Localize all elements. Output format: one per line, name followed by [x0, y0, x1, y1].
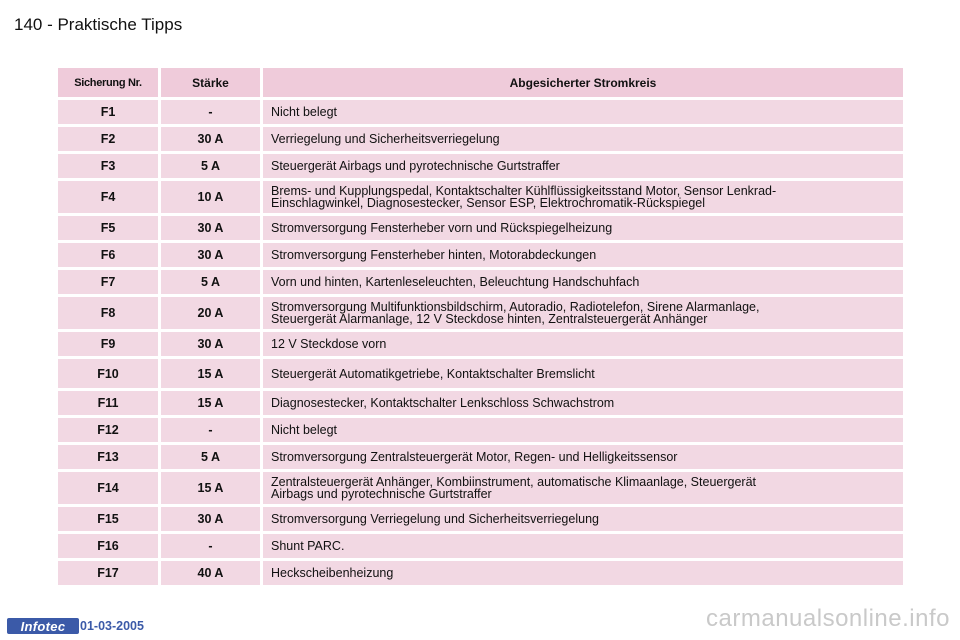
- amperage-cell: 20 A: [161, 297, 260, 329]
- circuit-cell: Diagnosestecker, Kontaktschalter Lenkschloss Schwachstrom: [263, 391, 903, 415]
- circuit-cell: Zentralsteuergerät Anhänger, Kombiinstrument, automatische Klimaanlage, Steuergerät Airbags und pyrotechnische Gurtstraffer: [263, 472, 903, 504]
- amperage-cell: 15 A: [161, 359, 260, 388]
- fuse-number-cell: F4: [58, 181, 158, 213]
- watermark: carmanualsonline.info: [706, 605, 950, 632]
- circuit-cell: Stromversorgung Zentralsteuergerät Motor, Regen- und Helligkeitssensor: [263, 445, 903, 469]
- table-row: [58, 100, 903, 124]
- fuse-number-cell: F7: [58, 270, 158, 294]
- amperage-cell: 30 A: [161, 332, 260, 356]
- amperage-cell: 30 A: [161, 507, 260, 531]
- amperage-cell: 15 A: [161, 472, 260, 504]
- fuse-number-cell: F2: [58, 127, 158, 151]
- amperage-cell: 5 A: [161, 270, 260, 294]
- circuit-cell: Vorn und hinten, Kartenleseleuchten, Beleuchtung Handschuhfach: [263, 270, 903, 294]
- fuse-number-cell: F9: [58, 332, 158, 356]
- table-body: [58, 100, 903, 585]
- page-title: 140 - Praktische Tipps: [14, 15, 183, 34]
- table-row: [58, 216, 903, 240]
- fuse-number-cell: F11: [58, 391, 158, 415]
- circuit-cell: 12 V Steckdose vorn: [263, 332, 903, 356]
- circuit-cell: Nicht belegt: [263, 418, 903, 442]
- table-row: [58, 297, 903, 329]
- circuit-cell: Verriegelung und Sicherheitsverriegelung: [263, 127, 903, 151]
- amperage-cell: 10 A: [161, 181, 260, 213]
- fuse-number-cell: F5: [58, 216, 158, 240]
- fuse-number-cell: F13: [58, 445, 158, 469]
- table-row: [58, 472, 903, 504]
- table-row: [58, 561, 903, 585]
- circuit-cell: Stromversorgung Multifunktionsbildschirm, Autoradio, Radiotelefon, Sirene Alarmanlage, Steuergerät Alarmanlage, 12 V Steckdose hinten, Zentralsteuergerät Anhänger: [263, 297, 903, 329]
- table-row: [58, 534, 903, 558]
- circuit-cell: Stromversorgung Verriegelung und Sicherheitsverriegelung: [263, 507, 903, 531]
- amperage-cell: -: [161, 100, 260, 124]
- fuse-table: [58, 68, 903, 588]
- header-amperage: Stärke: [161, 68, 260, 97]
- table-row: [58, 181, 903, 213]
- table-row: [58, 270, 903, 294]
- table-row: [58, 332, 903, 356]
- circuit-cell: Steuergerät Automatikgetriebe, Kontaktschalter Bremslicht: [263, 359, 903, 388]
- circuit-cell: Shunt PARC.: [263, 534, 903, 558]
- table-row: [58, 243, 903, 267]
- table-row: [58, 507, 903, 531]
- fuse-number-cell: F12: [58, 418, 158, 442]
- fuse-number-cell: F1: [58, 100, 158, 124]
- infotec-logo: Infotec: [7, 618, 79, 634]
- circuit-cell: Stromversorgung Fensterheber vorn und Rückspiegelheizung: [263, 216, 903, 240]
- table-row: [58, 359, 903, 388]
- table-row: [58, 418, 903, 442]
- amperage-cell: 30 A: [161, 216, 260, 240]
- fuse-number-cell: F8: [58, 297, 158, 329]
- amperage-cell: 30 A: [161, 127, 260, 151]
- fuse-number-cell: F14: [58, 472, 158, 504]
- amperage-cell: 5 A: [161, 154, 260, 178]
- amperage-cell: 30 A: [161, 243, 260, 267]
- amperage-cell: 40 A: [161, 561, 260, 585]
- amperage-cell: -: [161, 534, 260, 558]
- table-row: [58, 154, 903, 178]
- amperage-cell: -: [161, 418, 260, 442]
- table-row: [58, 127, 903, 151]
- amperage-cell: 15 A: [161, 391, 260, 415]
- amperage-cell: 5 A: [161, 445, 260, 469]
- fuse-number-cell: F17: [58, 561, 158, 585]
- table-row: [58, 445, 903, 469]
- circuit-cell: Brems- und Kupplungspedal, Kontaktschalter Kühlflüssigkeitsstand Motor, Sensor Lenkrad- Einschlagwinkel, Diagnosestecker, Sensor ESP, Elektrochromatik-Rückspiegel: [263, 181, 903, 213]
- circuit-cell: Heckscheibenheizung: [263, 561, 903, 585]
- circuit-cell: Nicht belegt: [263, 100, 903, 124]
- table-row: [58, 391, 903, 415]
- table-header-row: [58, 68, 903, 97]
- fuse-number-cell: F10: [58, 359, 158, 388]
- fuse-number-cell: F6: [58, 243, 158, 267]
- footer-date: 01-03-2005: [80, 619, 144, 633]
- fuse-number-cell: F16: [58, 534, 158, 558]
- circuit-cell: Stromversorgung Fensterheber hinten, Motorabdeckungen: [263, 243, 903, 267]
- fuse-number-cell: F15: [58, 507, 158, 531]
- circuit-cell: Steuergerät Airbags und pyrotechnische Gurtstraffer: [263, 154, 903, 178]
- header-fuse-number: Sicherung Nr.: [58, 68, 158, 97]
- fuse-number-cell: F3: [58, 154, 158, 178]
- header-circuit: Abgesicherter Stromkreis: [263, 68, 903, 97]
